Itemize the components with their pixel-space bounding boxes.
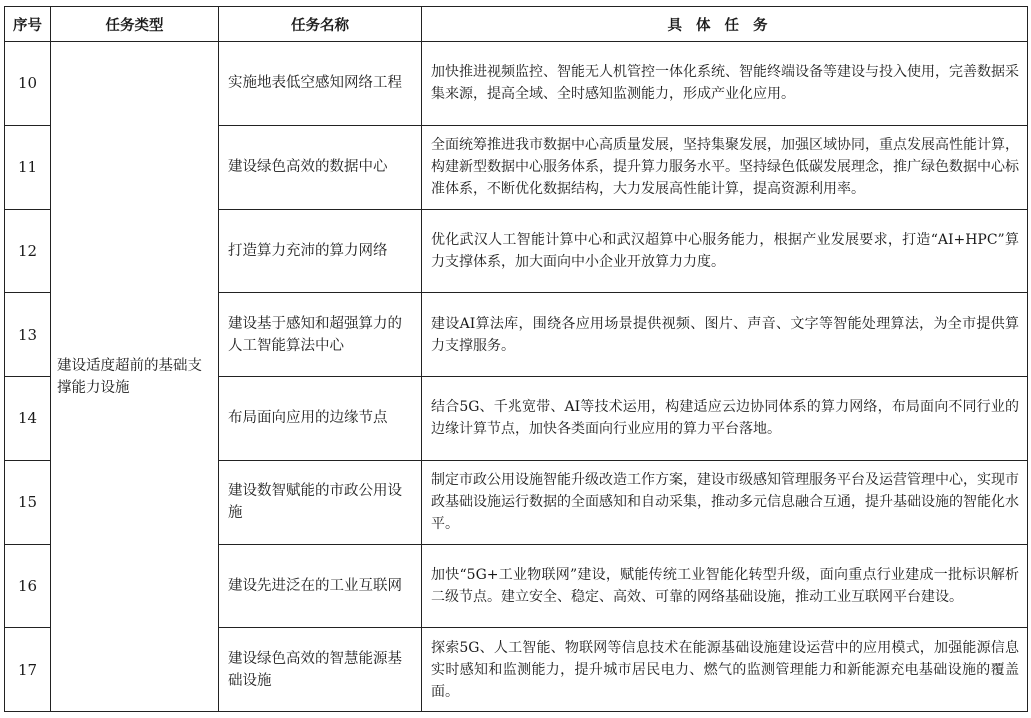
task-description: 结合5G、千兆宽带、AI等技术运用，构建适应云边协同体系的算力网络，布局面向不同行业的边缘计算节点，加快各类面向行业应用的算力平台落地。 <box>422 377 1028 461</box>
task-description: 加快推进视频监控、智能无人机管控一体化系统、智能终端设备等建设与投入使用，完善数据采集来源，提高全域、全时感知监测能力，形成产业化应用。 <box>422 42 1028 126</box>
task-name: 实施地表低空感知网络工程 <box>219 42 422 126</box>
table-row <box>5 42 1028 126</box>
task-name: 建设先进泛在的工业互联网 <box>219 544 422 628</box>
task-description: 全面统筹推进我市数据中心高质量发展，坚持集聚发展，加强区域协同，重点发展高性能计算，构建新型数据中心服务体系，提升算力服务水平。坚持绿色低碳发展理念，推广绿色数据中心标准体系，不断优化数据结构，大力发展高性能计算，提高资源利用率。 <box>422 125 1028 209</box>
row-number: 17 <box>5 628 51 712</box>
row-number: 15 <box>5 460 51 544</box>
row-number: 11 <box>5 125 51 209</box>
row-number: 10 <box>5 42 51 126</box>
task-description: 建设AI算法库，围绕各应用场景提供视频、图片、声音、文字等智能处理算法，为全市提供算力支撑服务。 <box>422 293 1028 377</box>
task-name: 建设绿色高效的数据中心 <box>219 125 422 209</box>
task-category: 建设适度超前的基础支撑能力设施 <box>51 42 219 712</box>
task-name: 建设绿色高效的智慧能源基础设施 <box>219 628 422 712</box>
task-description: 优化武汉人工智能计算中心和武汉超算中心服务能力，根据产业发展要求，打造“AI+HPC”算力支撑体系，加大面向中小企业开放算力力度。 <box>422 209 1028 293</box>
task-name: 建设基于感知和超强算力的人工智能算法中心 <box>219 293 422 377</box>
header-task-type: 任务类型 <box>51 7 219 42</box>
header-specific-task: 具体任务 <box>422 7 1028 42</box>
header-seq: 序号 <box>5 7 51 42</box>
header-task-name: 任务名称 <box>219 7 422 42</box>
task-description: 加快“5G+工业物联网”建设，赋能传统工业智能化转型升级，面向重点行业建成一批标识解析二级节点。建立安全、稳定、高效、可靠的网络基础设施，推动工业互联网平台建设。 <box>422 544 1028 628</box>
task-name: 建设数智赋能的市政公用设施 <box>219 460 422 544</box>
row-number: 14 <box>5 377 51 461</box>
header-row <box>5 7 1028 42</box>
task-description: 制定市政公用设施智能升级改造工作方案，建设市级感知管理服务平台及运营管理中心，实现市政基础设施运行数据的全面感知和自动采集，推动多元信息融合互通，提升基础设施的智能化水平。 <box>422 460 1028 544</box>
task-table <box>4 6 1028 712</box>
row-number: 16 <box>5 544 51 628</box>
task-name: 布局面向应用的边缘节点 <box>219 377 422 461</box>
row-number: 13 <box>5 293 51 377</box>
task-name: 打造算力充沛的算力网络 <box>219 209 422 293</box>
task-description: 探索5G、人工智能、物联网等信息技术在能源基础设施建设运营中的应用模式，加强能源信息实时感知和监测能力，提升城市居民电力、燃气的监测管理能力和新能源充电基础设施的覆盖面。 <box>422 628 1028 712</box>
row-number: 12 <box>5 209 51 293</box>
